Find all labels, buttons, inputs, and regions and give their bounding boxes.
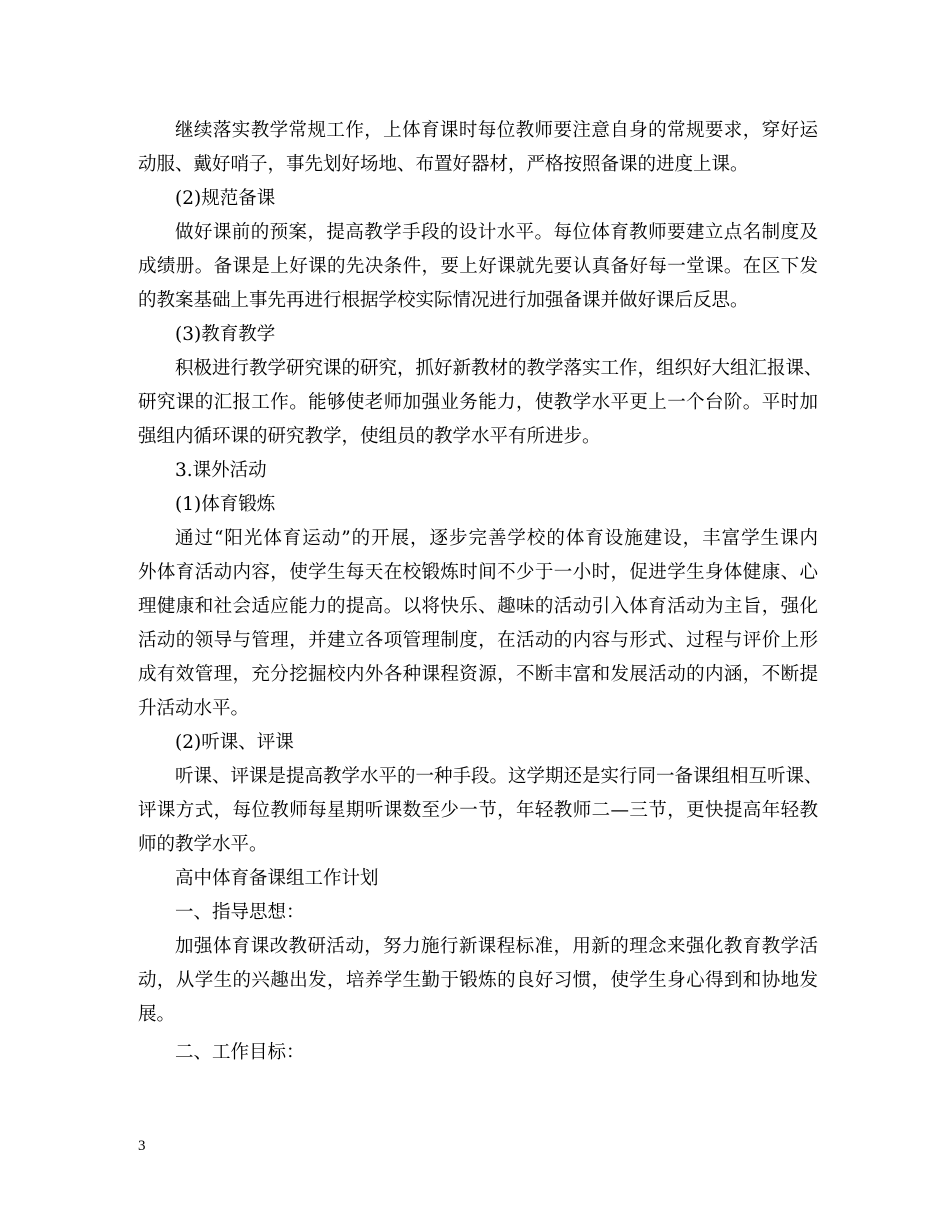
heading-text: (3)教育教学: [175, 324, 276, 345]
paragraph-line: 动，从学生的兴趣出发，培养学生勤于锻炼的良好习惯，使学生身心得到和协地发: [138, 970, 818, 991]
paragraph-line: 成有效管理，充分挖掘校内外各种课程资源，不断丰富和发展活动的内涵，不断提: [138, 664, 818, 685]
heading-text: 3.课外活动: [175, 460, 267, 481]
paragraph-line: 动服、戴好哨子，事先划好场地、布置好器材，严格按照备课的进度上课。: [138, 154, 749, 175]
paragraph-line: 听课、评课是提高教学水平的一种手段。这学期还是实行同一备课组相互听课、: [175, 766, 823, 787]
paragraph: [138, 522, 818, 726]
paragraph: [138, 352, 823, 454]
paragraph-line: 强组内循环课的研究教学，使组员的教学水平有所进步。: [138, 426, 601, 447]
document-body: [138, 114, 823, 1070]
heading-text: (2)规范备课: [175, 188, 276, 209]
paragraph-line: 的教案基础上事先再进行根据学校实际情况进行加强备课并做好课后反思。: [138, 290, 749, 311]
paragraph-line: 理健康和社会适应能力的提高。以将快乐、趣味的活动引入体育活动为主旨，强化: [138, 596, 818, 617]
section-heading: [138, 318, 818, 352]
section-heading: [138, 454, 818, 488]
section-heading: [138, 182, 818, 216]
page-number: 3: [138, 1138, 146, 1154]
paragraph-line: 通过“阳光体育运动”的开展，逐步完善学校的体育设施建设，丰富学生课内: [175, 528, 818, 549]
heading-text: (2)听课、评课: [175, 732, 294, 753]
paragraph-line: 评课方式，每位教师每星期听课数至少一节，年轻教师二—三节，更快提高年轻教: [138, 800, 818, 821]
paragraph-line: 师的教学水平。: [138, 834, 268, 855]
section-heading: [138, 1036, 818, 1070]
paragraph-line: 积极进行教学研究课的研究，抓好新教材的教学落实工作，组织好大组汇报课、: [175, 358, 823, 379]
heading-text: 二、工作目标：: [175, 1042, 305, 1063]
section-heading: [138, 488, 818, 522]
paragraph-line: 外体育活动内容，使学生每天在校锻炼时间不少于一小时，促进学生身体健康、心: [138, 562, 818, 583]
heading-text: (1)体育锻炼: [175, 494, 276, 515]
paragraph-line: 加强体育课改教研活动，努力施行新课程标准，用新的理念来强化教育教学活: [175, 936, 818, 957]
heading-text: 一、指导思想：: [175, 902, 305, 923]
section-heading: [138, 896, 818, 930]
paragraph-line: 展。: [138, 1004, 176, 1025]
paragraph-line: 升活动水平。: [138, 698, 250, 719]
paragraph-line: 做好课前的预案，提高教学手段的设计水平。每位体育教师要建立点名制度及: [175, 222, 818, 243]
paragraph: [138, 216, 818, 318]
document-title: 高中体育备课组工作计划: [175, 868, 379, 889]
paragraph-line: 研究课的汇报工作。能够使老师加强业务能力，使教学水平更上一个台阶。平时加: [138, 392, 818, 413]
paragraph: [138, 760, 823, 862]
paragraph-line: 活动的领导与管理，并建立各项管理制度，在活动的内容与形式、过程与评价上形: [138, 630, 818, 651]
section-heading: [138, 726, 818, 760]
paragraph-line: 成绩册。备课是上好课的先决条件，要上好课就先要认真备好每一堂课。在区下发: [138, 256, 818, 277]
paragraph: [138, 114, 818, 182]
paragraph-line: 继续落实教学常规工作，上体育课时每位教师要注意自身的常规要求，穿好运: [175, 120, 818, 141]
section-heading: [138, 862, 818, 896]
paragraph: [138, 930, 818, 1032]
